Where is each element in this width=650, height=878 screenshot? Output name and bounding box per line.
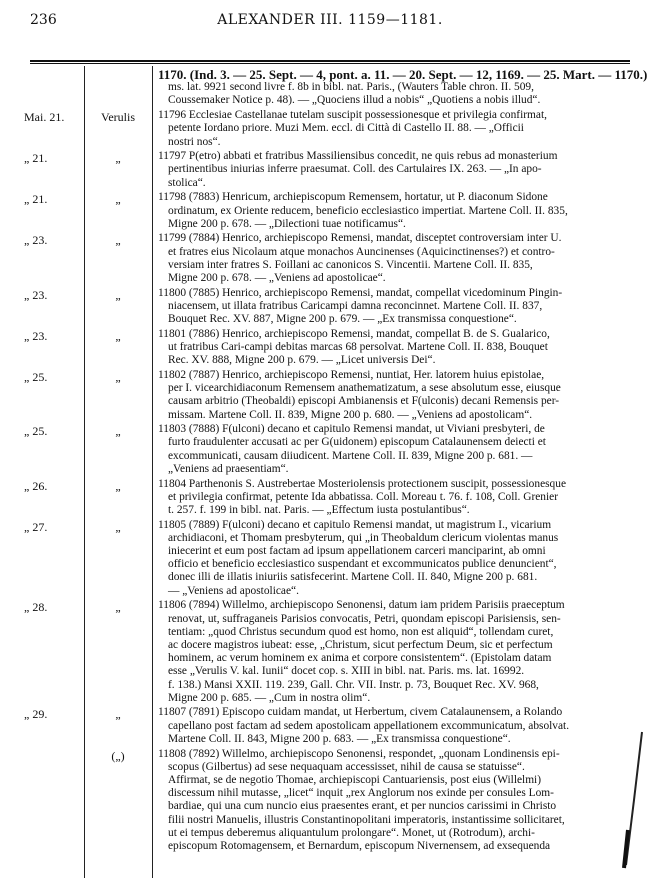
running-header (30, 10, 630, 34)
entry-text (158, 599, 628, 705)
margin-pencil-mark (616, 730, 646, 870)
entry-line: discessum nihil mutasse, „licet“ inquit „rex Anglorum nos exinde per consules Lom- (168, 787, 554, 800)
entry-text (158, 328, 628, 368)
entry-line: scopus (Gilbertus) ad sese nequaquam accessisset, nihil de causa se statuisse“. (168, 760, 525, 773)
entry-line: hominem, ac verum hominem ex anima et corpore consistentem“. (Epistolam datam (168, 652, 552, 665)
entry-line: 1170. (Ind. 3. — 25. Sept. — 4, pont. a. 11. — 20. Sept. — 12, 1169. — 25. Mart. — 1170.) (158, 67, 648, 82)
header-rule (30, 60, 630, 62)
entry-line: stolica“. (168, 176, 206, 189)
entry-line: ut fratribus Cari-campi debitas marcas 68 persolvat. Martene Coll. II. 838, Bouquet (168, 341, 548, 353)
entry-text (158, 748, 628, 854)
entry-place: Verulis (101, 110, 135, 125)
entry-line: Migne 200 p. 685. — „Cum in nostra olim“. (168, 691, 371, 704)
entry-line: Affirmat, se de negotio Thomae, archiepiscopi Cantuariensis, post eius (Willelmi) (168, 773, 542, 786)
entry-line: Coussemaker Notice p. 48). — „Quociens illud a nobis“ „Quotiens a nobis illud“. (168, 94, 541, 107)
entry-date: „ 25. (24, 424, 48, 439)
page-title: ALEXANDER III. 1159—1181. (217, 12, 443, 28)
column-divider-date (84, 66, 85, 878)
entry-place: „ (115, 600, 121, 615)
entry-date: „ 23. (24, 328, 48, 343)
entry-line: donec illi de illatis iniuriis satisfecerint. Martene Coll. II. 840, Migne 200 p. 681. (168, 571, 538, 584)
entry-line: 11806 (7894) Willelmo, archiepiscopo Senonensi, datum iam pridem Parisiis praeceptum (158, 599, 565, 612)
entry-place: „ (115, 424, 121, 439)
entry-line: versiam inter fratres S. Foillani ac canonicos S. Vincentii. Martene Coll. II. 835, (168, 258, 533, 271)
entry-line: et privilegia confirmat, petente Ida abbatissa. Coll. Moreau t. 76. f. 108, Coll. Grenier (168, 490, 559, 503)
entry-line: tentiam: „quod Christus secundum quod est homo, non est aliquid“, tollendam curet, (168, 625, 554, 638)
entry-text (158, 150, 628, 190)
entry-line: 11804 Parthenonis S. Austrebertae Mosteriolensis protectionem suscipit, possessionesque (158, 477, 567, 490)
entry-date: „ 25. (24, 369, 48, 384)
entry-line: furto fraudulenter accusati ac per G(uidonem) episcopum Catalaunensem deiecti et (168, 436, 546, 449)
entry-line: „Veniens ad praesentiam“. (168, 462, 289, 475)
entry-date: „ 23. (24, 233, 48, 248)
entry-line: — „Veniens ad apostolicae“. (168, 584, 299, 597)
page-number: 236 (30, 12, 57, 28)
entry-line: pertinentibus iniurias inferre praesumat. Coll. des Cartulaires IX. 263. — „In apo- (168, 163, 542, 176)
header-rule-thin (30, 63, 630, 64)
entry-place: „ (115, 192, 121, 207)
entry-text (158, 478, 628, 518)
entry-place: „ (115, 519, 121, 534)
entry-date: „ 23. (24, 287, 48, 302)
entry-text (158, 519, 628, 598)
entry-date: „ 21. (24, 192, 48, 207)
column-divider-place (152, 66, 153, 878)
entry-line: Migne 200 p. 678. — „Veniens ad apostolicae“. (168, 272, 386, 284)
entry-line: Bouquet Rec. XV. 887, Migne 200 p. 679. — „Ex transmissa conquestione“. (168, 313, 517, 326)
entry-line: causam arbitrio (Theobaldi) episcopi Ambianensis et F(ulconis) decani Remensis per- (168, 395, 560, 408)
entry-place: „ (115, 369, 121, 384)
entry-line: t. 257. f. 199 in bibl. nat. Paris. — „Effectum iusta postulantibus“. (168, 503, 470, 516)
entry-line: 11801 (7886) Henrico, archiepiscopo Remensi, mandat, compellat B. de S. Gualarico, (158, 327, 550, 340)
entry-line: Rec. XV. 888, Migne 200 p. 679. — „Licet universis Dei“. (168, 354, 436, 367)
entry-line: et fratres eius Nicolaum atque monachos Auncinenses (Aquicinctinenses?) et contro- (168, 245, 555, 258)
entry-text (158, 67, 648, 108)
entry-line: Martene Coll. II. 843, Migne 200 p. 683. — „Ex transmissa conquestione“. (168, 732, 511, 745)
entry-text (158, 369, 628, 422)
entry-line: episcopum Rotomagensem, et Bernardum, episcopum Nivernensem, ad exsequenda (168, 839, 551, 852)
entry-line: esse „Verulis V. kal. Iunii“ docet cop. s. XIII in bibl. nat. Paris. ms. lat. 16992. (168, 665, 525, 678)
entry-line: 11800 (7885) Henrico, archiepiscopo Remensi, mandat, compellat vicedominum Pingin- (158, 286, 563, 299)
entry-line: iniecerint et eum post factam ad ipsum appellationem carceri manciparint, ab omni (168, 545, 546, 557)
entry-line: Migne 200 p. 678. — „Dilectioni tuae notificamus“. (168, 217, 406, 230)
entry-place: „ (115, 478, 121, 493)
entry-line: 11799 (7884) Henrico, archiepiscopo Remensi, mandat, disceptet controversiam inter U. (158, 232, 562, 245)
entry-text (158, 287, 628, 327)
entry-date: „ 21. (24, 151, 48, 166)
entry-line: 11803 (7888) F(ulconi) decano et capitulo Remensi mandat, ut Viviani presbyteri, de (158, 423, 545, 436)
entry-line: ordinatum, ex Oriente reducem, beneficio ecclesiastico impertiat. Martene Coll. II. 835, (168, 204, 568, 217)
entry-line: 11805 (7889) F(ulconi) decano et capitulo Remensi mandat, ut magistrum I., vicarium (158, 518, 552, 531)
entry-line: 11796 Ecclesiae Castellanae tutelam suscipit possessionesque et privilegia confirmat, (158, 109, 547, 122)
entry-line: 11797 P(etro) abbati et fratribus Massiliensibus concedit, ne quis rebus ad monasterium (158, 150, 558, 163)
entry-line: bardiae, qui una cum nuncio eius praesentes erant, et per nuncios carissimi in Christo (168, 800, 557, 813)
entry-place: „ (115, 328, 121, 343)
entry-line: archidiaconi, et Thomam presbyterum, qui „in Theobaldum clericum violentas manus (168, 531, 559, 544)
entry-place: „ (115, 151, 121, 166)
entry-text (158, 109, 628, 149)
entry-line: 11807 (7891) Episcopo cuidam mandat, ut Herbertum, civem Catalaunensem, a Rolando (158, 706, 563, 719)
entry-place: „ (115, 233, 121, 248)
entry-text (158, 232, 628, 285)
entry-line: missam. Martene Coll. II. 839, Migne 200 p. 680. — „Veniens ad apostolicam“. (168, 408, 533, 421)
entry-text (158, 706, 628, 746)
entry-text (158, 191, 628, 231)
entry-line: ac docere magistros iubeat: esse, „Christum, sicut perfectum Deum, sic et perfectum (168, 638, 553, 651)
entry-line: capellano post factam ad sedem apostolicam appellationem excommunicatum, absolvat. (168, 719, 570, 732)
entry-place: („) (111, 748, 125, 763)
entry-date: „ 28. (24, 600, 48, 615)
entry-line: filii nostri Manuelis, illustris Constantinopolitani imperatoris, instantissime sollicitaret, (168, 813, 565, 826)
entry-line: petente Iordano priore. Muzi Mem. eccl. di Città di Castello II. 88. — „Officii (168, 122, 524, 135)
entry-text (158, 423, 628, 476)
entry-line: 11808 (7892) Willelmo, archiepiscopo Senonensi, respondet, „quonam Londinensis epi- (158, 747, 560, 760)
entry-line: 11798 (7883) Henricum, archiepiscopum Remensem, hortatur, ut P. diaconum Sidone (158, 191, 548, 204)
entry-line: renovat, ut, suffraganeis Parisios convocatis, Petri, quondam episcopi Parisiensis, sen- (168, 612, 561, 625)
entry-line: ms. lat. 9921 second livre f. 8b in bibl. nat. Paris., (Wauters Table chron. II. 509, (168, 81, 534, 94)
entry-line: 11802 (7887) Henrico, archiepiscopo Remensi, nuntiat, Her. latorem huius epistolae, (158, 368, 545, 381)
entry-line: per I. vicearchidiaconum Remensem anathematizatum, a sese absolutum esse, eiusque (168, 382, 561, 395)
entry-line: niacensem, ut illata fratribus Caricampi damna reconcinnet. Martene Coll. II. 837, (168, 299, 543, 312)
entry-line: officio et beneficio ecclesiastico suspendant et excommunicatos publice denuncient“, (168, 558, 557, 571)
entry-date: Mai. 21. (24, 110, 65, 125)
entry-date: „ 26. (24, 478, 48, 493)
entry-date: „ 29. (24, 707, 48, 722)
entry-line: excommunicati, causam diiudicent. Martene Coll. II. 839, Migne 200 p. 681. — (168, 449, 533, 462)
entry-line: ut ei tempus deberemus aliquantulum prolongare“. Monet, ut (Rotrodum), archi- (168, 826, 535, 839)
entry-line: f. 138.) Mansi XXII. 119. 239, Gall. Chr. VII. Instr. p. 73, Bouquet Rec. XV. 968, (168, 678, 539, 691)
entry-line: nostri nos“. (168, 135, 221, 148)
entry-date: „ 27. (24, 519, 48, 534)
entry-place: „ (115, 287, 121, 302)
entry-place: „ (115, 707, 121, 722)
